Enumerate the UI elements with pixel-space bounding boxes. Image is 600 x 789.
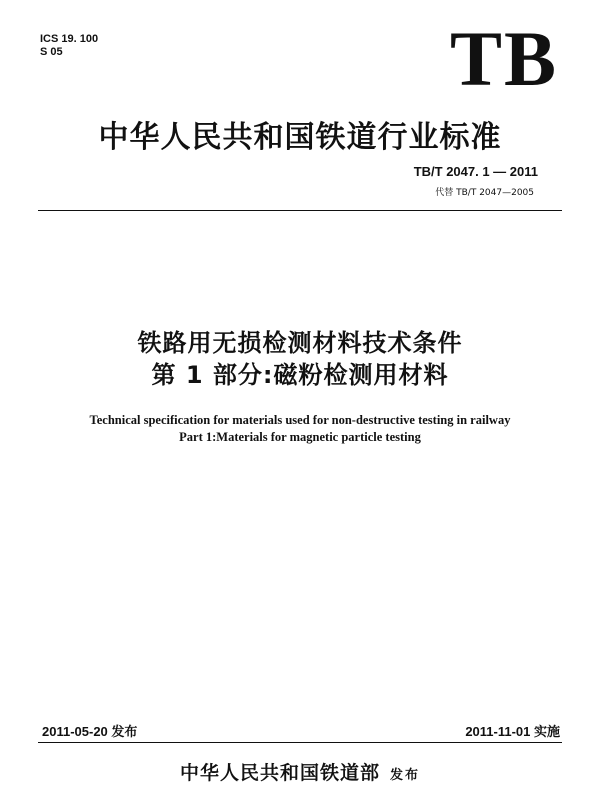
industry-standard-heading: 中华人民共和国铁道行业标准 bbox=[98, 120, 502, 155]
tb-logo: TB bbox=[449, 15, 558, 102]
chinese-title-line-1: 铁路用无损检测材料技术条件 bbox=[137, 329, 463, 357]
header-divider bbox=[38, 210, 562, 211]
replaces-note: 代替 TB/T 2047—2005 bbox=[435, 188, 534, 198]
standard-number: TB/T 2047. 1 — 2011 bbox=[413, 164, 538, 179]
issuer-name: 中华人民共和国铁道部 bbox=[179, 762, 380, 784]
issuer-line bbox=[0, 758, 600, 785]
effective-date: 2011-11-01 实施 bbox=[465, 724, 560, 739]
chinese-title-line-2: 第 1 部分:磁粉检测用材料 bbox=[151, 361, 449, 389]
english-title bbox=[0, 412, 600, 446]
english-title-line-1: Technical specification for materials used for non-destructive testing in railway bbox=[89, 413, 511, 427]
issued-date: 2011-05-20 发布 bbox=[42, 724, 138, 739]
chinese-title bbox=[0, 327, 600, 391]
ics-classification bbox=[40, 33, 98, 59]
category-code: S 05 bbox=[40, 46, 63, 58]
issuer-suffix: 发布 bbox=[390, 768, 421, 783]
footer-divider bbox=[38, 742, 562, 743]
english-title-line-2: Part 1:Materials for magnetic particle testing bbox=[179, 430, 421, 444]
ics-code: ICS 19. 100 bbox=[40, 33, 99, 45]
